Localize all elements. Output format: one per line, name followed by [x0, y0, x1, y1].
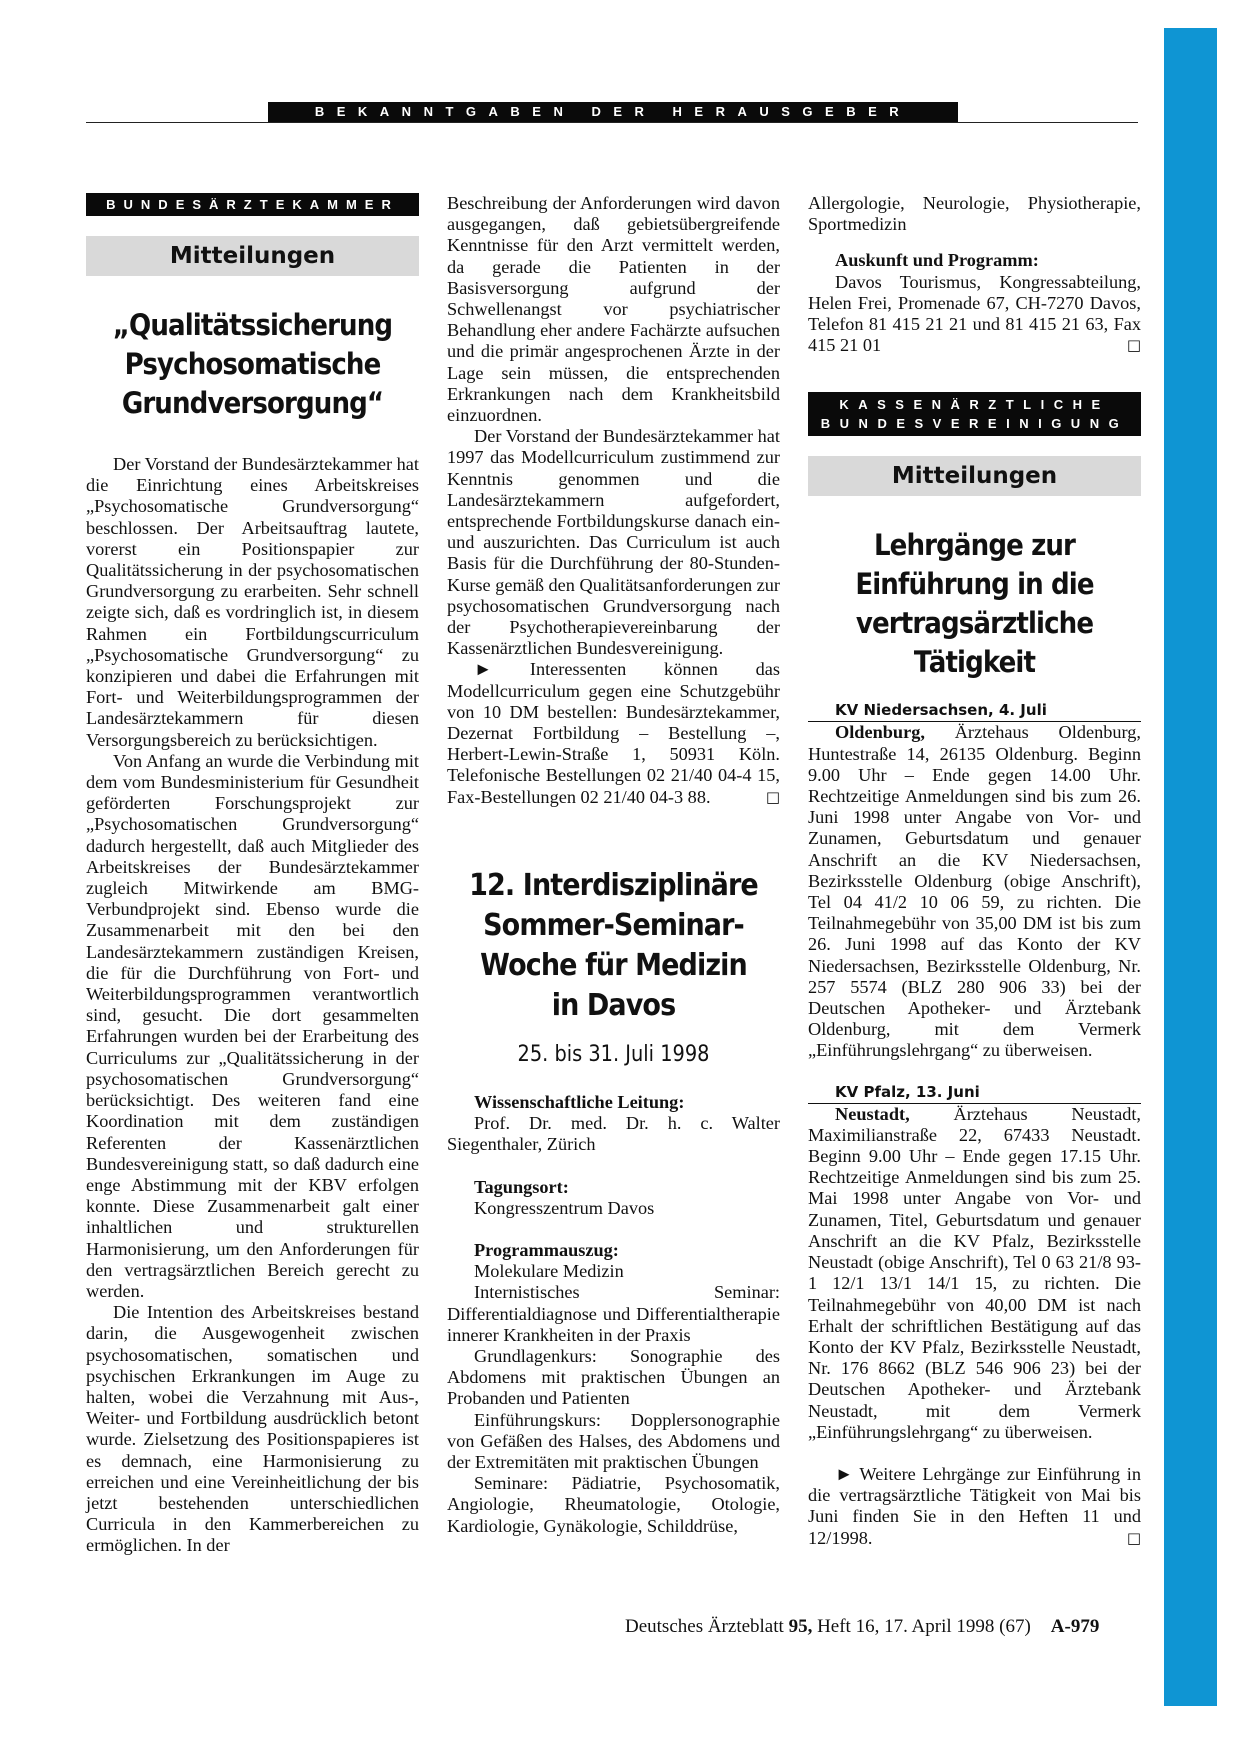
auskunft-text: Davos Tourismus, Kongressabteilung, Helen Frei, Promenade 67, CH-7270 Davos, Telefon 81 415 21 21 und 81 415 21 63, Fax 415 21 01	[808, 271, 1141, 356]
auskunft-label: Auskunft und Programm:	[835, 250, 1039, 271]
issue-info: Heft 16, 17. April 1998 (67)	[812, 1616, 1031, 1637]
paragraph: Der Vorstand der Bundesärztekammer hat 1997 das Modellcurriculum zustimmend zur Kenntnis genommen und die Landesärztekammern aufgefordert, entsprechende Fortbildungskurse danach ein- und auszurichten. Das Curriculum ist auch Basis für die Durchführung der 80-Stunden-Kurse gemäß den Qualitätsanforderungen zur psychosomatischen Grundversorgung nach der Psychotherapievereinbarung der Kassenärztlichen Bundesvereinigung.	[447, 426, 780, 659]
article-headline: Lehrgänge zur Einführung in die vertragsärztliche Tätigkeit	[855, 528, 1094, 680]
event-dates: 25. bis 31. Juli 1998	[517, 1041, 710, 1067]
section-label: Mitteilungen	[86, 236, 419, 276]
paragraph	[808, 1464, 1141, 1549]
kv-paragraph	[808, 1104, 1141, 1443]
closing-note: ► Weitere Lehrgänge zur Einführung in die vertragsärztliche Tätigkeit von Mai bis Juni finden Sie in den Heften 11 und 12/1998.	[808, 1463, 1141, 1548]
section-header: BEKANNTGABEN DER HERAUSGEBER	[268, 102, 958, 122]
column-1	[86, 193, 419, 1557]
kv-text: Ärztehaus Oldenburg, Huntestraße 14, 26135 Oldenburg. Beginn 9.00 Uhr – Ende gegen 14.00 Uhr. Rechtzeitige Anmeldungen sind bis zum 26. Juni 1998 unter Angabe von Vor- und Zunamen, Geburtsdatum und genauer Anschrift an die KV Niedersachsen, Bezirksstelle Oldenburg (obige Anschrift), Tel 04 41/2 10 06 59, zu richten. Die Teilnahmegebühr von 35,00 DM ist bis zum 26. Juni 1998 auf das Konto der KV Niedersachsen, Bezirksstelle Oldenburg, Nr. 257 5574 (BLZ 280 906 33) bei der Deutschen Apotheker- und Ärztebank Oldenburg, mit dem Vermerk „Einführungslehrgang“ zu überweisen.	[808, 722, 1141, 1061]
journal-name: Deutsches Ärzteblatt	[625, 1616, 789, 1637]
department-label: BUNDESÄRZTEKAMMER	[86, 193, 419, 216]
programm-item: Seminare: Pädiatrie, Psychosomatik, Angiologie, Rheumatologie, Otologie, Kardiologie, Gynäkologie, Schilddrüse,	[447, 1473, 780, 1536]
section-label: Mitteilungen	[808, 456, 1141, 496]
paragraph: Der Vorstand der Bundesärztekammer hat die Einrichtung eines Arbeitskreises „Psychosomatische Grundversorgung“ beschlossen. Der Arbeitsauftrag lautete, vorerst ein Positionspapier zur Qualitätssicherung in der psychosomatischen Grundversorgung zu erarbeiten. Sehr schnell zeigte sich, daß es vordringlich ist, in diesem Rahmen ein Fortbildungscurriculum „Psychosomatische Grundversorgung“ zu konzipieren und dabei die Erfahrungen mit Fort- und Weiterbildungsprogrammen der Landesärztekammern für diesen Versorgungsbereich zu berücksichtigen.	[86, 454, 419, 750]
order-info: ► Interessenten können das Modellcurriculum gegen eine Schutzgebühr von 10 DM bestellen: Bundesärztekammer, Dezernat Fortbildung – Bestellung –, Herbert-Lewin-Straße 1, 50931 Köln. Telefonische Bestellungen 02 21/40 04-4 15, Fax-Bestellungen 02 21/40 04-3 88.	[447, 659, 780, 807]
programm-block	[447, 1240, 780, 1537]
paragraph: Die Intention des Arbeitskreises bestand darin, die Ausgewogenheit zwischen psychosomatischen, somatischen und psychischen Erkrankungen im Auge zu halten, wobei die Verzahnung mit Aus-, Weiter- und Fortbildung ausdrücklich betont wurde. Zielsetzung des Positionspapieres ist es demnach, eine Harmonisierung zu erreichen und eine Vereinheitlichung der bis jetzt bestehenden unterschiedlichen Curricula in den Kammerbereichen zu ermöglichen. In der	[86, 1302, 419, 1556]
column-2	[447, 193, 780, 1537]
programm-item: Einführungskurs: Dopplersonographie von Gefäßen des Halses, des Abdomens und der Extremitäten mit praktischen Übungen	[447, 1409, 780, 1472]
kv-heading: KV Niedersachsen, 4. Juli	[808, 700, 1141, 722]
kv-paragraph	[808, 722, 1141, 1061]
programm-item: Grundlagenkurs: Sonographie des Abdomens mit praktischen Übungen an Probanden und Patienten	[447, 1345, 780, 1409]
department-label	[808, 392, 1141, 436]
end-mark: □	[1126, 336, 1141, 355]
programm-item: Internistisches Seminar: Differentialdiagnose und Differentialtherapie innerer Krankheiten in der Praxis	[447, 1282, 780, 1345]
programm-label: Programmauszug:	[474, 1239, 619, 1260]
page-number: A-979	[1050, 1616, 1100, 1637]
paragraph: Von Anfang an wurde die Verbindung mit dem vom Bundesministerium für Gesundheit geförderten Forschungsprojekt zur „Psychosomatischen Grundversorgung“ dadurch hergestellt, daß auch Mitglieder des Arbeitskreises der Bundesärztekammer zugleich Mitwirkende am BMG-Verbundprojekt sind. Ebenso wurde die Zusammenarbeit mit den bei den Landesärztekammern zuständigen Kreisen, die für die Durchführung von Fort- und Weiterbildungsprogrammen verantwortlich sind, gesucht. Die dort gesammelten Erfahrungen wurden bei der Erarbeitung des Curriculums zur „Qualitätssicherung in der psychosomatischen Grundversorgung“ berücksichtigt. Des weiteren fand eine Koordination mit dem zuständigen Referenten der Kassenärztlichen Bundesvereinigung statt, so daß dadurch eine enge Abstimmung mit der KBV erfolgen konnte. Diese Zusammenarbeit galt einer inhaltlichen und strukturellen Harmonisierung, um den Anforderungen für den vertragsärztlichen Bereich gerecht zu werden.	[86, 750, 419, 1301]
kv-text: Ärztehaus Neustadt, Maximilianstraße 22, 67433 Neustadt. Beginn 9.00 Uhr – Ende gegen 17.15 Uhr. Rechtzeitige Anmeldungen sind bis zum 25. Mai 1998 unter Angabe von Vor- und Zunamen, Titel, Geburtsdatum und genauer Anschrift an die KV Pfalz, Bezirksstelle Neustadt (obige Anschrift), Tel 0 63 21/8 93-1 12/1 13/1 14/1 15, zu richten. Die Teilnahmegebühr von 40,00 DM ist nach Erhalt der schriftlichen Bestätigung auf das Konto der KV Pfalz, Bezirksstelle Neustadt, Nr. 176 8662 (BLZ 546 906 23) bei der Deutschen Apotheker- und Ärztebank Neustadt, mit dem Vermerk „Einführungslehrgang“ zu überweisen.	[808, 1103, 1141, 1442]
department-line: KASSENÄRZTLICHE	[839, 397, 1110, 413]
programm-item: Molekulare Medizin	[474, 1261, 624, 1282]
page-footer	[625, 1616, 1145, 1638]
column-3	[808, 193, 1141, 1549]
article-headline: „Qualitätssicherung Psychosomatische Grundversorgung“	[112, 308, 393, 420]
paragraph	[447, 659, 780, 807]
event-headline: 12. Interdisziplinäre Sommer-Seminar-Woche für Medizin in Davos	[469, 867, 758, 1023]
end-mark: □	[765, 787, 780, 806]
ort-text: Kongresszentrum Davos	[474, 1197, 655, 1218]
page-edge-bar	[1164, 28, 1217, 1706]
kv-lead: Neustadt,	[835, 1103, 910, 1124]
auskunft-block	[808, 250, 1141, 356]
kv-lead: Oldenburg,	[835, 722, 925, 743]
end-mark: □	[1126, 1528, 1141, 1547]
ort-block	[447, 1177, 780, 1219]
leitung-label: Wissenschaftliche Leitung:	[474, 1091, 685, 1112]
leitung-text: Prof. Dr. med. Dr. h. c. Walter Siegenthaler, Zürich	[447, 1113, 780, 1155]
leitung-block	[447, 1092, 780, 1156]
volume: 95,	[788, 1616, 813, 1637]
paragraph: Beschreibung der Anforderungen wird davon ausgegangen, daß gebietsübergreifende Kenntnisse für den Arzt vermittelt werden, da gerade die Patienten in der Basisversorgung aufgrund der Schwellenangst vor psychiatrischer Behandlung eher andere Fachärzte aufsuchen und die primär angesprochenen Ärzte in der Lage sein müssen, die entsprechenden Erkrankungen nach dem Krankheitsbild einzuordnen.	[447, 193, 780, 426]
department-line: BUNDESVEREINIGUNG	[820, 416, 1129, 432]
kv-heading: KV Pfalz, 13. Juni	[808, 1082, 1141, 1104]
ort-label: Tagungsort:	[474, 1176, 569, 1197]
paragraph: Allergologie, Neurologie, Physiotherapie, Sportmedizin	[808, 193, 1141, 235]
header-rule	[86, 122, 1138, 123]
